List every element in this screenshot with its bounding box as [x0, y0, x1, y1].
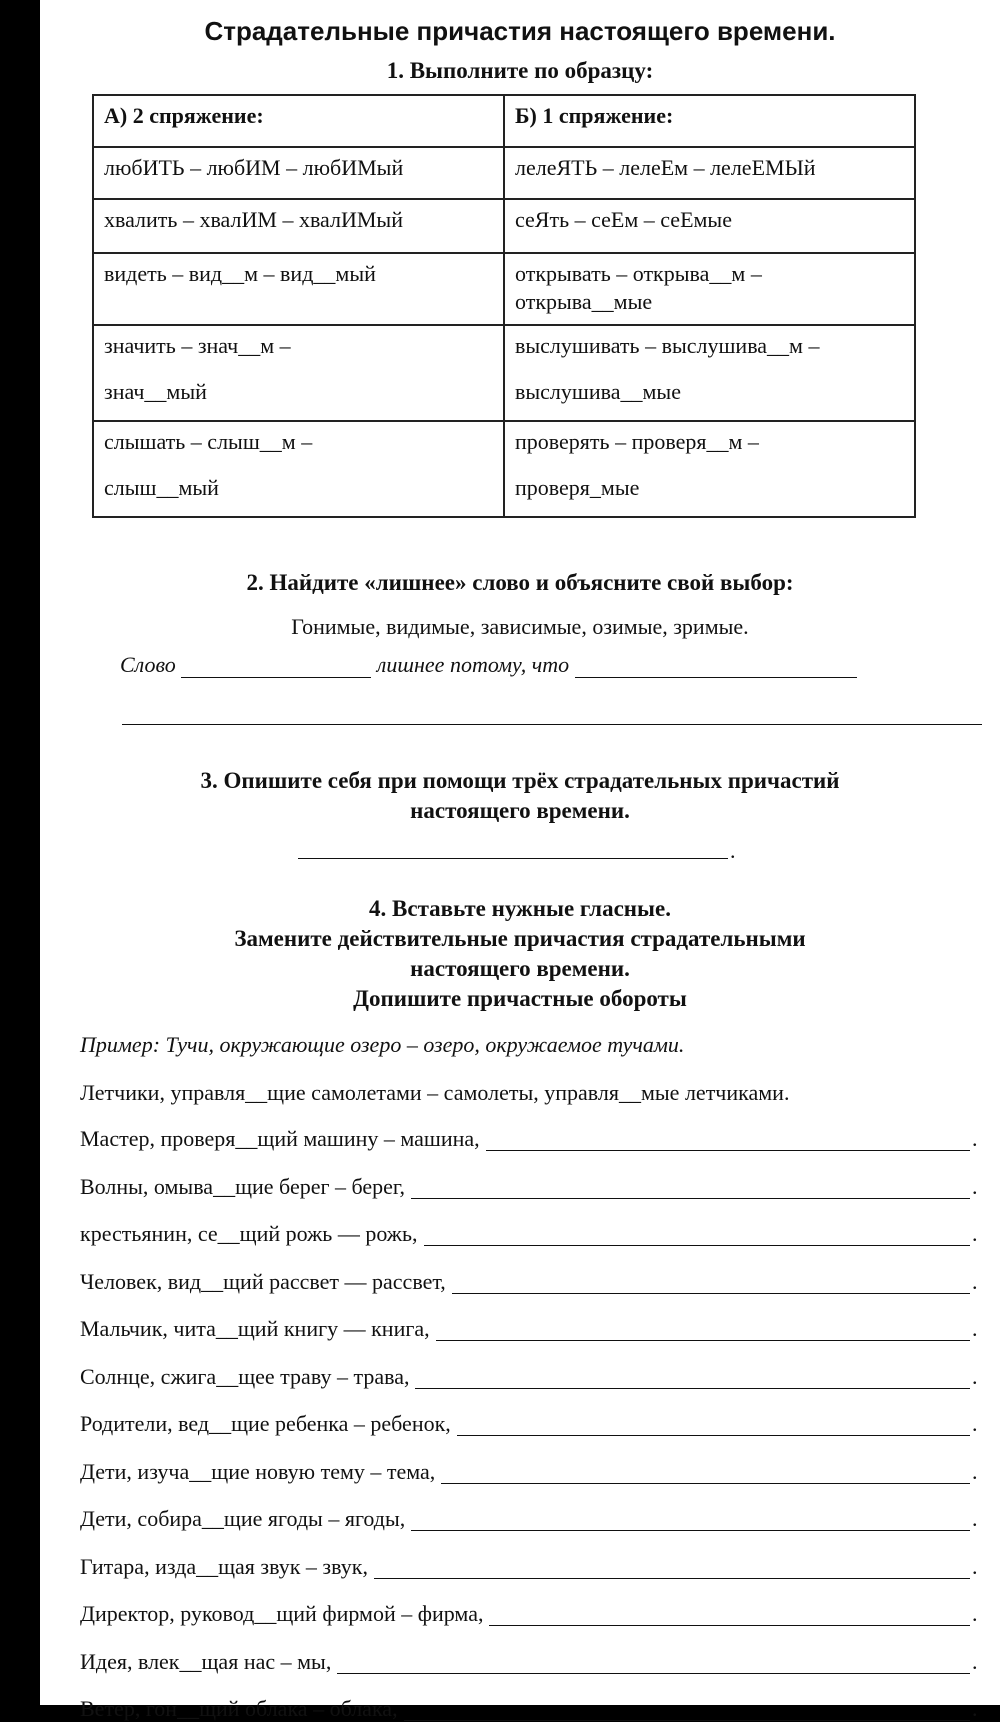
table-header-conj1: Б) 1 спряжение:	[504, 95, 915, 147]
cell-text: любИТЬ – любИМ – любИМый	[104, 155, 404, 180]
task4-item-text: Гитара, изда__щая звук – звук,	[80, 1553, 368, 1579]
cell-text: хвалить – хвалИМ – хвалИМый	[104, 207, 403, 232]
task4-item-text: Родители, вед__щие ребенка – ребенок,	[80, 1411, 451, 1436]
table-cell	[504, 147, 915, 199]
task4-item-dot: .	[972, 1648, 978, 1674]
task4-item-text: Дети, изуча__щие новую тему – тема,	[80, 1458, 436, 1484]
cell-text: видеть – вид__м – вид__мый	[104, 261, 376, 286]
cell-text: открывать – открыва__м –	[515, 261, 762, 286]
task4-answer-blank[interactable]	[486, 1130, 970, 1151]
table-header-conj2: А) 2 спряжение:	[93, 95, 504, 147]
task4-answer-blank[interactable]	[436, 1320, 970, 1341]
answer-line-reason-continued[interactable]	[122, 722, 982, 725]
page-title: Страдательные причастия настоящего времени.	[204, 16, 836, 46]
conjugation-table	[92, 94, 916, 518]
task4-first-item: Летчики, управля__щие самолетами – самолеты, управля__мые летчиками.	[80, 1080, 790, 1105]
task4-item-dot: .	[972, 1126, 978, 1151]
cell-text: значить – знач__м –	[104, 333, 291, 358]
table-cell	[93, 199, 504, 253]
table-cell	[504, 199, 915, 253]
task2-prompt	[120, 652, 857, 678]
task4-item-text: Человек, вид__щий рассвет — рассвет,	[80, 1268, 446, 1294]
table-cell	[504, 253, 915, 325]
task4-heading-line4: Допишите причастные обороты	[353, 986, 687, 1011]
task3-answer-line[interactable]	[298, 838, 728, 859]
task4-item-text: Мальчик, чита__щий книгу — книга,	[80, 1316, 430, 1341]
task4-item-dot: .	[972, 1316, 978, 1341]
task4-answer-blank[interactable]	[411, 1178, 970, 1199]
task4-item-dot: .	[972, 1696, 978, 1721]
task4-answer-blank[interactable]	[337, 1653, 970, 1674]
task4-item-text: крестьянин, се__щий рожь — рожь,	[80, 1221, 418, 1246]
task2-heading: 2. Найдите «лишнее» слово и объясните свой выбор:	[246, 570, 794, 595]
task4-item-dot: .	[972, 1601, 978, 1626]
answer-blank-word[interactable]	[181, 655, 371, 678]
task4-item-dot: .	[972, 1553, 978, 1579]
cell-text: проверя_мые	[515, 475, 640, 500]
cell-text: слышать – слыш__м –	[104, 429, 313, 454]
task4-answer-blank[interactable]	[457, 1415, 970, 1436]
cell-text: выслушивать – выслушива__м –	[515, 333, 820, 358]
table-cell	[93, 147, 504, 199]
scan-edge	[0, 0, 40, 1705]
task4-heading-line2: Замените действительные причастия страдательными	[234, 926, 806, 951]
task4-answer-blank[interactable]	[404, 1700, 970, 1721]
task4-item-dot: .	[972, 1458, 978, 1484]
task4-item-text: Солнце, сжига__щее траву – трава,	[80, 1363, 410, 1389]
task4-example: Пример: Тучи, окружающие озеро – озеро, окружаемое тучами.	[80, 1032, 685, 1057]
table-cell	[504, 325, 915, 421]
cell-text: открыва__мые	[515, 289, 653, 314]
task3-heading-line2: настоящего времени.	[410, 798, 630, 823]
cell-text: сеЯть – сеЕм – сеЕмые	[515, 207, 732, 232]
table-cell	[93, 325, 504, 421]
task4-answer-blank[interactable]	[441, 1463, 970, 1484]
task4-heading-line1: 4. Вставьте нужные гласные.	[369, 896, 671, 921]
task4-item-text: Дети, собира__щие ягоды – ягоды,	[80, 1506, 406, 1531]
task1-heading: 1. Выполните по образцу:	[386, 58, 654, 83]
task4-answer-blank[interactable]	[424, 1225, 970, 1246]
task4-item-dot: .	[972, 1173, 978, 1199]
task4-item-text: Волны, омыва__щие берег – берег,	[80, 1173, 405, 1199]
answer-blank-reason[interactable]	[575, 655, 857, 678]
task2-words: Гонимые, видимые, зависимые, озимые, зримые.	[291, 614, 749, 639]
cell-text: выслушива__мые	[515, 379, 681, 404]
table-cell	[504, 421, 915, 517]
task4-answer-blank[interactable]	[411, 1510, 970, 1531]
prompt-word-label: Слово	[120, 652, 176, 677]
worksheet-page	[40, 0, 1000, 1721]
task3-dot: .	[730, 838, 736, 863]
task4-heading-line3: настоящего времени.	[410, 956, 630, 981]
task4-answer-blank[interactable]	[452, 1273, 970, 1294]
task4-answer-blank[interactable]	[489, 1605, 970, 1626]
task4-item-text: Директор, руковод__щий фирмой – фирма,	[80, 1601, 484, 1626]
task4-answer-blank[interactable]	[415, 1368, 970, 1389]
task4-answer-blank[interactable]	[374, 1558, 970, 1579]
task4-item-dot: .	[972, 1506, 978, 1531]
cell-text: слыш__мый	[104, 475, 219, 500]
task4-item-dot: .	[972, 1268, 978, 1294]
task4-item-dot: .	[972, 1411, 978, 1436]
task4-item-text: Идея, влек__щая нас – мы,	[80, 1648, 332, 1674]
cell-text: лелеЯТЬ – лелеЕм – лелеЕМЫй	[515, 155, 816, 180]
cell-text: знач__мый	[104, 379, 207, 404]
cell-text: проверять – проверя__м –	[515, 429, 759, 454]
task3-heading-line1: 3. Опишите себя при помощи трёх страдательных причастий	[200, 768, 840, 793]
table-cell	[93, 421, 504, 517]
task4-item-dot: .	[972, 1221, 978, 1246]
table-cell	[93, 253, 504, 325]
task4-item-dot: .	[972, 1363, 978, 1389]
prompt-reason-label: лишнее потому, что	[376, 652, 570, 677]
task4-item-text: Ветер, гон__щий облака – облака,	[80, 1696, 398, 1721]
task4-item-text: Мастер, проверя__щий машину – машина,	[80, 1126, 480, 1151]
